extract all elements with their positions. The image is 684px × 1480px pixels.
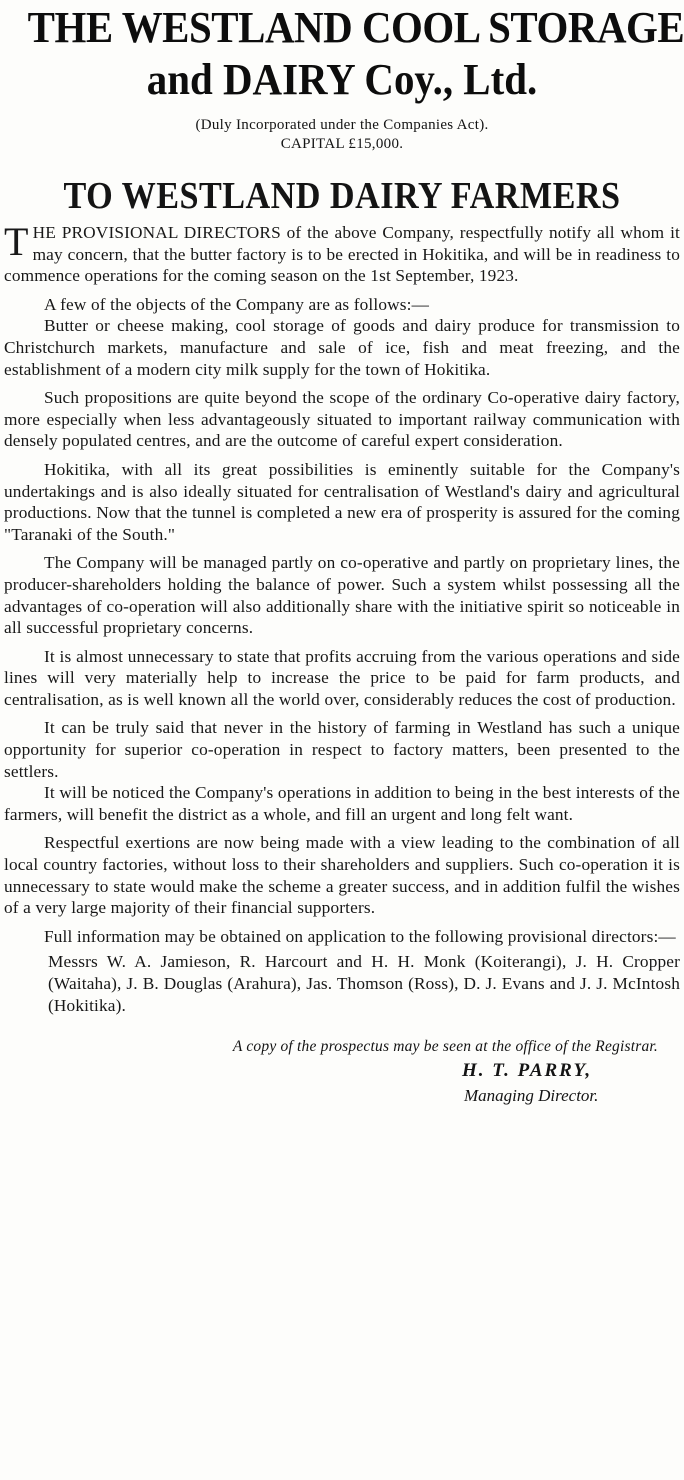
company-name-line-1: THE WESTLAND COOL STORAGE [27,3,684,52]
paragraph-1-text: HE PROVISIONAL DIRECTORS of the above Company, respectfully notify all whom it may concern, that the butter factory is to be erected in Hokitika, and will be in readiness to commence operations for the coming season on the 1st September, 1923. [4,223,680,286]
prospectus-note: A copy of the prospectus may be seen at the office of the Registrar. [232,1038,658,1056]
incorporation-note: (Duly Incorporated under the Companies Act). [195,117,489,133]
paragraph-8: It can be truly said that never in the history of farming in Westland has such a unique opportunity for superior co-operation in respect to factory matters, been presented to the settlers. [4,718,680,781]
paragraph-2: A few of the objects of the Company are as follows:— [44,294,430,314]
paragraph-11: Full information may be obtained on application to the following provisional directors:— [44,926,676,946]
capital-note: CAPITAL £15,000. [280,136,404,152]
signature-block [4,1056,680,1116]
company-name-header [27,0,684,106]
paragraph-4: Such propositions are quite beyond the scope of the ordinary Co-operative dairy factory, more especially when less advantageously situated to important railway communication with densely populated centres, and are the outcome of careful expert consideration. [4,388,680,451]
notice-body [4,219,680,1016]
drop-cap: T [4,219,29,264]
paragraph-1 [4,219,680,287]
paragraph-3: Butter or cheese making, cool storage of goods and dairy produce for transmission to Christchurch markets, manufacture and sale of ice, fish and meat freezing, and the establishment of a modern city milk supply for the town of Hokitika. [4,316,680,379]
paragraph-9: It will be noticed the Company's operations in addition to being in the best interests of the farmers, will benefit the district as a whole, and fill an urgent and long felt want. [4,783,680,824]
signature-title: Managing Director. [464,1086,599,1106]
paragraph-7: It is almost unnecessary to state that profits accruing from the various operations and side lines will very materially help to increase the price to be paid for farm products, and centralisation, as is well known all the world over, considerably reduces the cost of production. [4,646,680,709]
paragraph-5: Hokitika, with all its great possibilities is eminently suitable for the Company's undertakings and is also ideally situated for centralisation of Westland's dairy and agricultural productions. Now that the tunnel is completed a new era of prosperity is assured for the coming "Taranaki of the South." [4,459,680,544]
paragraph-6: The Company will be managed partly on co-operative and partly on proprietary lines, the producer-shareholders holding the balance of power. Such a system whilst possessing all the advantages of co-operation will also additionally share with the initiative spirit so noticeable in all successful proprietary concerns. [4,553,680,638]
notice-title: TO WESTLAND DAIRY FARMERS [63,175,621,217]
paragraph-10: Respectful exertions are now being made with a view leading to the combination of all local country factories, without loss to their shareholders and suppliers. Such co-operation it is unnecessary to state would make the scheme a greater success, and in addition fulfil the wishes of a very large majority of their financial supporters. [4,833,680,918]
directors-list: Messrs W. A. Jamieson, R. Harcourt and H. H. Monk (Koiterangi), J. H. Cropper (Waitaha), J. B. Douglas (Arahura), Jas. Thomson (Ross), D. J. Evans and J. J. McIntosh (Hokitika). [48,952,680,1015]
company-name-line-2: and DAIRY Coy., Ltd. [146,55,538,104]
signature-name: H. T. PARRY, [462,1060,593,1082]
